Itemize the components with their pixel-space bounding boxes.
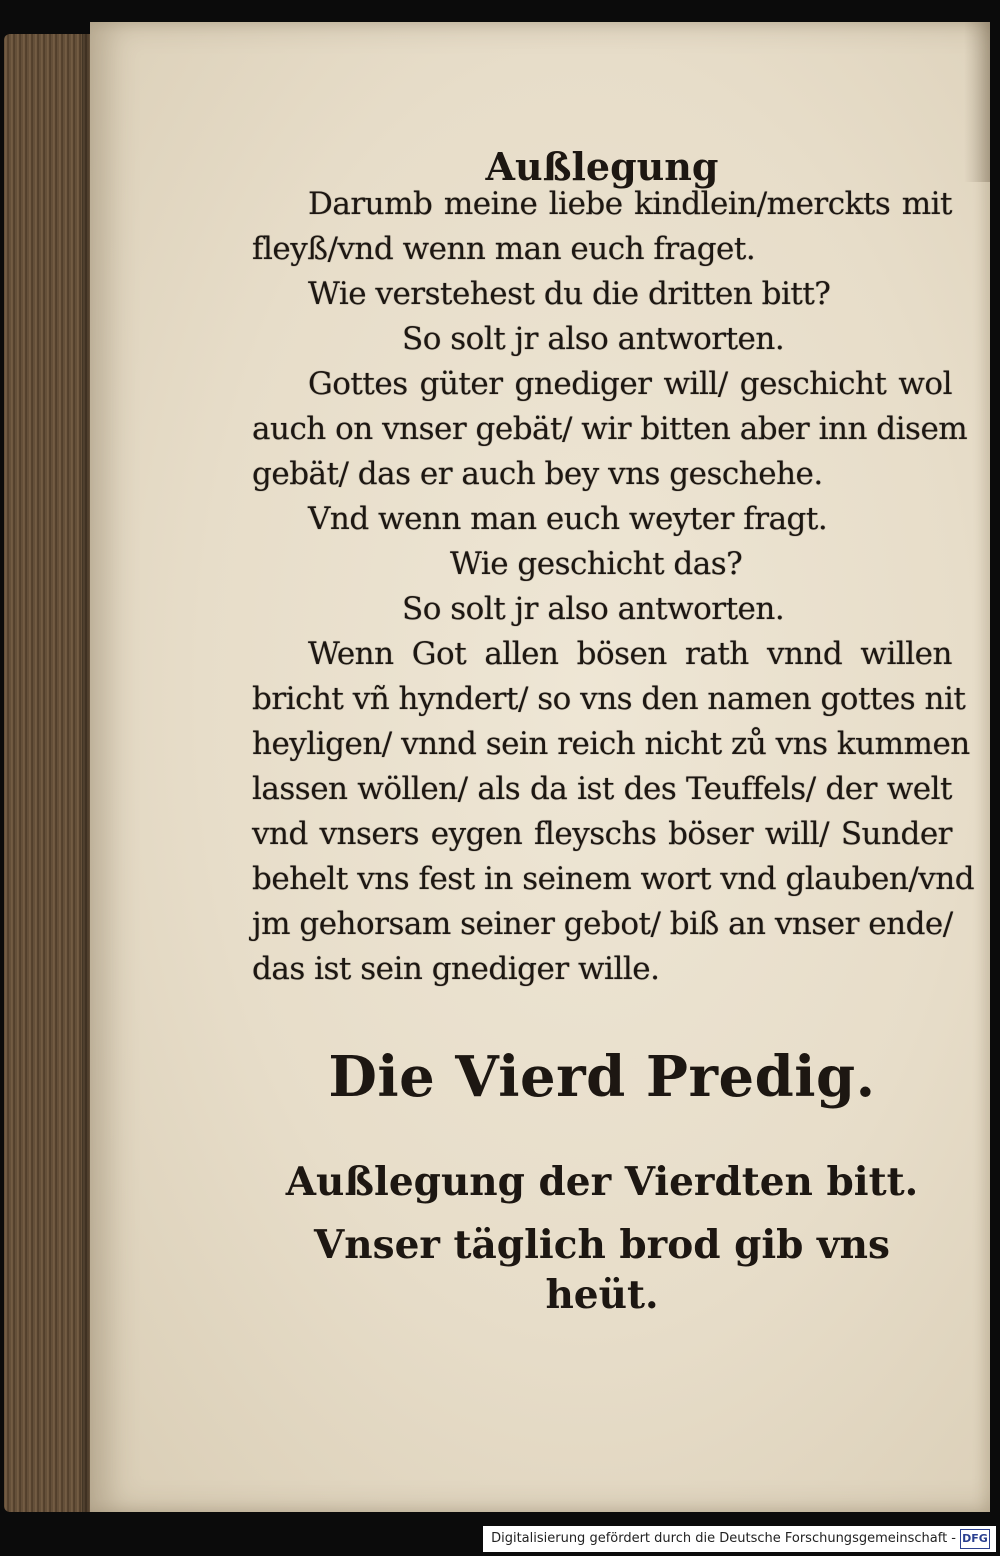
text-line: Wenn Got allen bösen rath vnnd willen	[308, 636, 952, 672]
book-edge	[4, 34, 96, 1512]
section-subtitle-verse: Vnser täglich brod gib vns heüt.	[314, 1222, 890, 1318]
text-line: fleyß/vnd wenn man euch fraget.	[252, 231, 756, 267]
text-line: heyligen/ vnnd sein reich nicht zů vns kummen	[252, 726, 970, 762]
page-heading: Außlegung	[485, 144, 719, 189]
text-line: lassen wöllen/ als da ist des Teuffels/ der welt	[252, 771, 952, 807]
book-page	[90, 22, 990, 1512]
page-corner-shadow	[964, 22, 990, 182]
text-line: das ist sein gnediger wille.	[252, 951, 660, 987]
dfg-logo-icon: DFG	[960, 1529, 990, 1549]
credit-text: Digitalisierung gefördert durch die Deutsche Forschungsgemeinschaft -	[491, 1531, 956, 1546]
text-line: So solt jr also antworten.	[402, 591, 785, 627]
text-line: vnd vnsers eygen fleyschs böser will/ Sunder	[252, 816, 952, 852]
digitization-credit	[483, 1526, 996, 1552]
text-line: behelt vns fest in seinem wort vnd glauben/vnd	[252, 861, 975, 897]
text-line: Darumb meine liebe kindlein/merckts mit	[308, 186, 952, 222]
text-line: Wie verstehest du die dritten bitt?	[308, 276, 831, 312]
text-line: Gottes güter gnediger will/ geschicht wol	[308, 366, 952, 402]
text-line: bricht vñ hyndert/ so vns den namen gottes nit	[252, 681, 966, 717]
text-line: auch on vnser gebät/ wir bitten aber inn disem	[252, 411, 968, 447]
text-line: So solt jr also antworten.	[402, 321, 785, 357]
text-line: Vnd wenn man euch weyter fragt.	[308, 501, 828, 537]
text-line: jm gehorsam seiner gebot/ biß an vnser ende/	[252, 906, 953, 942]
text-line: Wie geschicht das?	[450, 546, 743, 582]
section-title: Die Vierd Predig.	[328, 1044, 876, 1110]
section-subtitle: Außlegung der Vierdten bitt.	[285, 1159, 919, 1205]
text-line: gebät/ das er auch bey vns geschehe.	[252, 456, 823, 492]
